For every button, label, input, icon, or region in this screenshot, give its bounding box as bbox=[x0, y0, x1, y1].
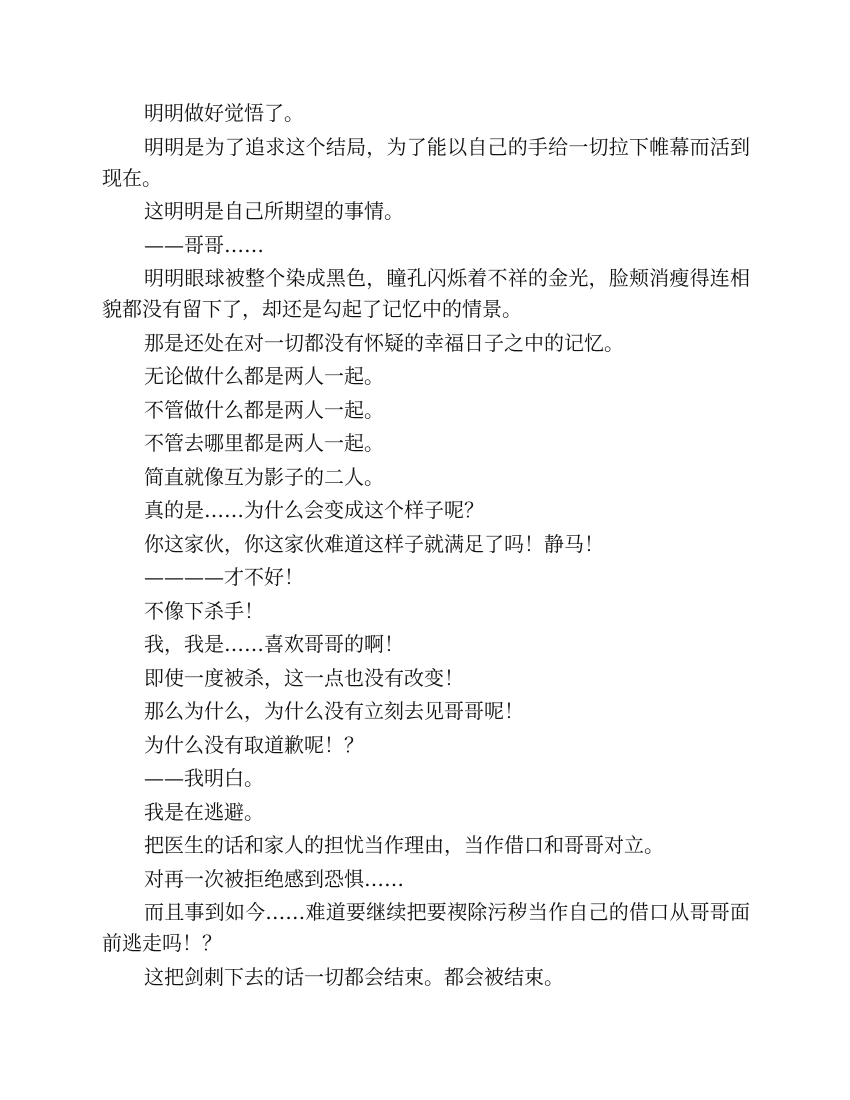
paragraph-9: 不管去哪里都是两人一起。 bbox=[144, 431, 384, 455]
paragraph-19: ——我明白。 bbox=[144, 766, 264, 790]
paragraph-23: 而且事到如今……难道要继续把要禊除污秽当作自己的借口从哥哥面前逃走吗！？ bbox=[102, 900, 750, 955]
paragraph-6: 那是还处在对一切都没有怀疑的幸福日子之中的记忆。 bbox=[144, 330, 624, 355]
paragraph-21: 把医生的话和家人的担忧当作理由，当作借口和哥哥对立。 bbox=[144, 833, 664, 857]
paragraph-20: 我是在逃避。 bbox=[144, 799, 264, 824]
paragraph-4: ——哥哥…… bbox=[144, 232, 264, 257]
paragraph-5: 明明眼球被整个染成黑色，瞳孔闪烁着不祥的金光，脸颊消瘦得连相貌都没有留下了，却还是勾起了记忆中的情景。 bbox=[102, 266, 750, 321]
paragraph-8: 不管做什么都是两人一起。 bbox=[144, 397, 384, 422]
paragraph-7: 无论做什么都是两人一起。 bbox=[144, 364, 384, 388]
paragraph-13: ————才不好！ bbox=[144, 565, 304, 589]
paragraph-24: 这把剑刺下去的话一切都会结束。都会被结束。 bbox=[144, 964, 564, 989]
paragraph-11: 真的是……为什么会变成这个样子呢？ bbox=[144, 498, 484, 522]
paragraph-18: 为什么没有取道歉呢！？ bbox=[144, 732, 364, 757]
paragraph-2: 明明是为了追求这个结局，为了能以自己的手给一切拉下帷幕而活到现在。 bbox=[102, 134, 750, 190]
paragraph-3: 这明明是自己所期望的事情。 bbox=[144, 199, 404, 223]
paragraph-17: 那么为什么，为什么没有立刻去见哥哥呢！ bbox=[144, 699, 524, 723]
paragraph-14: 不像下杀手！ bbox=[144, 598, 264, 623]
document-page bbox=[102, 98, 750, 995]
paragraph-15: 我，我是……喜欢哥哥的啊！ bbox=[144, 632, 404, 656]
paragraph-10: 简直就像互为影子的二人。 bbox=[144, 464, 384, 489]
paragraph-16: 即使一度被杀，这一点也没有改变！ bbox=[144, 665, 464, 690]
paragraph-12: 你这家伙，你这家伙难道这样子就满足了吗！静马！ bbox=[144, 531, 604, 556]
paragraph-1: 明明做好觉悟了。 bbox=[144, 101, 304, 125]
paragraph-22: 对再一次被拒绝感到恐惧…… bbox=[144, 866, 404, 891]
